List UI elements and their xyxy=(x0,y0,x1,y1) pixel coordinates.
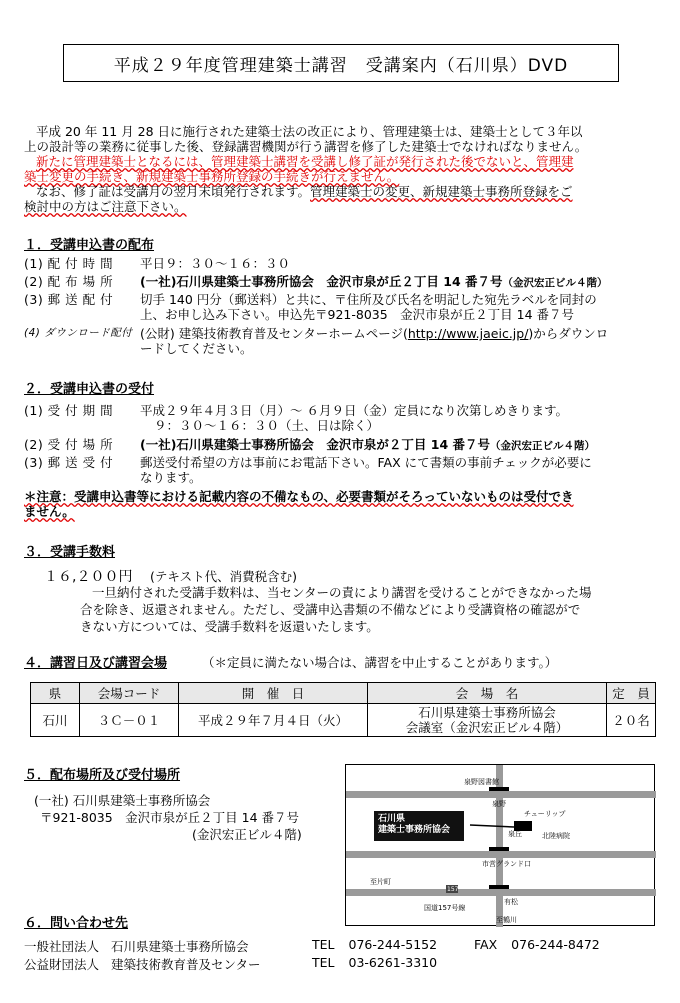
table-cell: ２０名 xyxy=(607,704,656,737)
section-1-heading: １．受講申込書の配布 xyxy=(24,238,155,253)
section-5-heading: ５．配布場所及び受付場所 xyxy=(24,768,181,783)
location-map xyxy=(345,764,655,926)
venue-table xyxy=(30,682,656,737)
map-label: 泉野 xyxy=(492,800,506,808)
section-4-heading: ４．講習日及び講習会場 xyxy=(24,656,168,671)
section-6-heading: ６．問い合わせ先 xyxy=(24,916,129,931)
map-signal xyxy=(489,787,509,791)
map-signal xyxy=(489,885,509,889)
contact-row: 公益財団法人 建築技術教育普及センター xyxy=(24,957,261,972)
sec5-org: (一社) 石川県建築士事務所協会 xyxy=(34,793,211,808)
table-cell: 石川県建築士事務所協会 会議室（金沢宏正ビル４階） xyxy=(368,704,607,737)
page-title: 平成２９年度管理建築士講習 受講案内（石川県）DVD xyxy=(63,44,619,82)
map-label: 有松 xyxy=(504,898,518,906)
column-header: 開 催 日 xyxy=(179,683,368,704)
map-pointer xyxy=(470,825,514,827)
map-roads xyxy=(346,765,656,927)
column-header: 会場コード xyxy=(80,683,179,704)
sec5-building: (金沢宏正ビル４階) xyxy=(192,827,302,842)
map-label: 157 xyxy=(447,886,459,893)
map-label: 泉丘 xyxy=(508,830,522,838)
fee-text: 一旦納付された受講手数料は、当センターの責により講習を受けることができなかった場 合を除き、返還されません。ただし、受講申込書類の不備などにより受講資格の確認がで きない方については、受講手数料を返還いたします。 xyxy=(80,585,592,634)
fee-amount: １６,２００円 xyxy=(44,569,133,585)
table-row xyxy=(31,704,656,737)
intro-line: 検討中の方はご注意下さい。 xyxy=(24,199,187,214)
fee-note: (テキスト代、消費税含む) xyxy=(150,569,298,584)
table-cell: ３Ｃ－０１ xyxy=(80,704,179,737)
map-signal xyxy=(489,847,509,851)
jaeic-link[interactable]: http://www.jaeic.jp/ xyxy=(407,326,529,341)
map-label: 至片町 xyxy=(370,878,391,886)
contact-fax: FAX 076-244-8472 xyxy=(474,937,600,952)
map-label: 市営グランド口 xyxy=(482,860,531,868)
intro-paragraph xyxy=(24,124,664,214)
map-label: 国道157号線 xyxy=(424,904,466,912)
intro-line: なお、修了証は受講月の翌月末頃発行されます。管理建築士の変更、新規建築士事務所登録をご xyxy=(36,184,573,199)
column-header: 定 員 xyxy=(607,683,656,704)
map-logo: 石川県 建築士事務所協会 xyxy=(374,811,464,841)
sec5-address: 〒921-8035 金沢市泉が丘２丁目 14 番７号 xyxy=(40,810,300,825)
section-2-heading: ２．受講申込書の受付 xyxy=(24,382,155,397)
intro-red-line: 新たに管理建築士となるには、管理建築士講習を受講し修了証が発行された後でないと、管理建 xyxy=(36,154,574,169)
table-cell: 平成２９年７月４日（火） xyxy=(179,704,368,737)
intro-line: 平成 20 年 11 月 28 日に施行された建築士法の改正により、管理建築士は、建築士として３年以 xyxy=(36,124,583,139)
column-header: 県 xyxy=(31,683,80,704)
table-header-row xyxy=(31,683,656,704)
map-label: 泉野図書館 xyxy=(464,778,499,786)
contact-tel: TEL 076-244-5152 xyxy=(312,937,438,952)
contact-tel: TEL 03-6261-3310 xyxy=(312,955,438,970)
table-cell: 石川 xyxy=(31,704,80,737)
section-3-heading: ３．受講手数料 xyxy=(24,545,116,560)
map-label: 北陸病院 xyxy=(542,832,570,840)
intro-line: 上の設計等の業務に従事した後、登録講習機関が行う講習を修了した建築士でなければなりません。 xyxy=(24,139,588,154)
section-4-note: （＊定員に満たない場合は、講習を中止することがあります。） xyxy=(202,655,558,670)
map-label: 至鶴川 xyxy=(496,916,517,924)
map-label: チューリップ xyxy=(524,810,566,818)
column-header: 会 場 名 xyxy=(368,683,607,704)
contact-row: 一般社団法人 石川県建築士事務所協会 xyxy=(24,939,249,954)
sec2-note: ＊注意：受講申込書等における記載内容の不備なもの、必要書類がそろっていないものは受付でき ません。 xyxy=(24,489,574,519)
intro-red-line: 築士変更の手続き、新規建築士事務所登録の手続きが行えません。 xyxy=(24,169,400,184)
